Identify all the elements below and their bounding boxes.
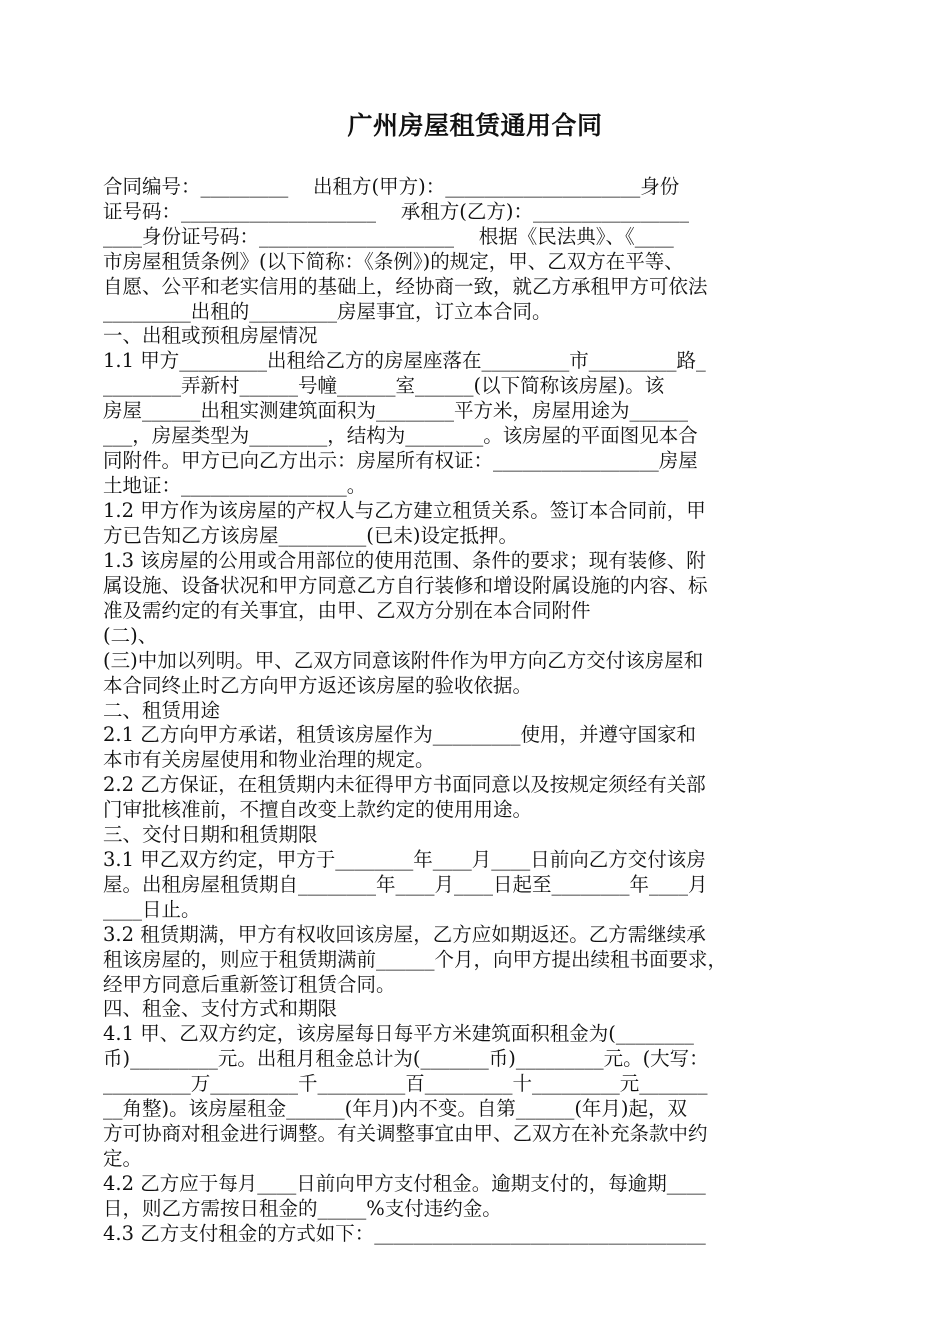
body-line: 4.3 乙方支付租金的方式如下：__________________________________ [103, 1222, 706, 1245]
body-line: 4.1 甲、乙双方约定，该房屋每日每平方米建筑面积租金为(________ [103, 1022, 694, 1045]
section-heading: 三、交付日期和租赁期限 [103, 823, 318, 846]
body-line: 定。 [103, 1147, 143, 1170]
body-line: 日，则乙方需按日租金的_____%支付违约金。 [103, 1197, 502, 1220]
body-line: 市房屋租赁条例》(以下简称：《条例》)的规定，甲、乙双方在平等、 [103, 250, 684, 273]
body-line: 本合同终止时乙方向甲方返还该房屋的验收依据。 [103, 674, 533, 697]
body-line: 1.2 甲方作为该房屋的产权人与乙方建立租赁关系。签订本合同前，甲 [103, 499, 706, 522]
body-line: 屋。出租房屋租赁期自________年____月____日起至________年____月 [103, 873, 708, 896]
body-line: 证号码：____________________ 承租方(乙方)：________________ [103, 200, 690, 223]
section-heading: 一、出租或预租房屋情况 [103, 324, 318, 347]
body-line: 门审批核准前，不擅自改变上款约定的使用用途。 [103, 798, 533, 821]
body-line: 土地证：_________________。 [103, 474, 367, 497]
body-line: 3.1 甲乙双方约定，甲方于________年____月____日前向乙方交付该房 [103, 848, 706, 871]
body-line: 本市有关房屋使用和物业治理的规定。 [103, 748, 435, 771]
body-line: 2.1 乙方向甲方承诺，租赁该房屋作为_________使用，并遵守国家和 [103, 723, 696, 746]
body-line: 房屋______出租实测建筑面积为________平方米，房屋用途为______ [103, 399, 689, 422]
body-line: 合同编号：_________ 出租方(甲方)：____________________身份 [103, 175, 680, 198]
body-line: 方可协商对租金进行调整。有关调整事宜由甲、乙双方在补充条款中约 [103, 1122, 708, 1145]
body-line: ________弄新村______号幢______室______(以下简称该房屋)。该 [103, 374, 665, 397]
body-line: 3.2 租赁期满，甲方有权收回该房屋，乙方应如期返还。乙方需继续承 [103, 923, 706, 946]
body-line: 属设施、设备状况和甲方同意乙方自行装修和增设附属设施的内容、标 [103, 574, 708, 597]
body-line: 4.2 乙方应于每月____日前向甲方支付租金。逾期支付的，每逾期____ [103, 1172, 706, 1195]
body-line: 2.2 乙方保证，在租赁期内未征得甲方书面同意以及按规定须经有关部 [103, 773, 706, 796]
body-line: 准及需约定的有关事宜，由甲、乙双方分别在本合同附件 [103, 599, 591, 622]
body-line: ____日止。 [103, 898, 201, 921]
body-line: (二)、 [103, 624, 158, 647]
body-line: 自愿、公平和老实信用的基础上，经协商一致，就乙方承租甲方可依法 [103, 275, 708, 298]
body-line: 方已告知乙方该房屋_________(已未)设定抵押。 [103, 524, 518, 547]
body-line: 租该房屋的，则应于租赁期满前______个月，向甲方提出续租书面要求， [103, 948, 728, 971]
section-heading: 四、租金、支付方式和期限 [103, 997, 338, 1020]
body-line: _________万_________千_________百_________十_________元_______ [103, 1072, 708, 1095]
body-line: 币)_________元。出租月租金总计为(_______币)_________元。(大写： [103, 1047, 709, 1070]
body-line: ____身份证号码：____________________ 根据《民法典》、《____ [103, 225, 674, 248]
body-line: 同附件。甲方已向乙方出示：房屋所有权证：_________________房屋 [103, 449, 698, 472]
body-line: 1.1 甲方_________出租给乙方的房屋座落在_________市_________路_ [103, 349, 706, 372]
section-heading: 二、租赁用途 [103, 699, 221, 722]
body-line: (三)中加以列明。甲、乙双方同意该附件作为甲方向乙方交付该房屋和 [103, 649, 704, 672]
body-line: __角整)。该房屋租金______(年月)内不变。自第______(年月)起，双 [103, 1097, 688, 1120]
body-line: _________出租的_________房屋事宜，订立本合同。 [103, 300, 552, 323]
document-title: 广州房屋租赁通用合同 [347, 111, 603, 140]
body-line: 经甲方同意后重新签订租赁合同。 [103, 973, 396, 996]
body-line: 1.3 该房屋的公用或合用部位的使用范围、条件的要求；现有装修、附 [103, 549, 706, 572]
body-line: ___，房屋类型为________，结构为________。该房屋的平面图见本合 [103, 424, 698, 447]
